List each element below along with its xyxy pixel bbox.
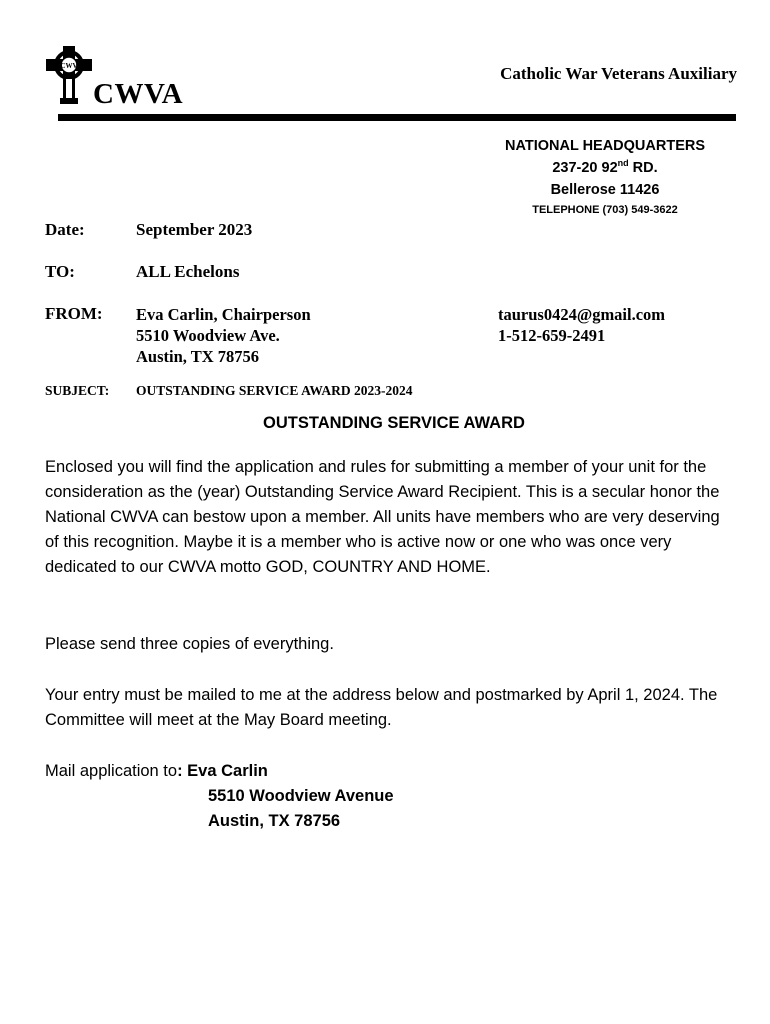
from-street: 5510 Woodview Ave. bbox=[136, 326, 280, 345]
mail-to-line bbox=[45, 759, 268, 784]
from-city: Austin, TX 78756 bbox=[136, 347, 260, 366]
subject-value: OUTSTANDING SERVICE AWARD 2023-2024 bbox=[136, 383, 413, 398]
copies-paragraph: Please send three copies of everything. bbox=[45, 635, 334, 653]
mail-city: Austin, TX 78756 bbox=[208, 812, 341, 830]
hq-street: 237-20 92nd RD. bbox=[552, 158, 658, 176]
date-label: Date: bbox=[45, 220, 85, 239]
date-value: September 2023 bbox=[136, 220, 253, 239]
mail-address bbox=[208, 784, 394, 834]
hq-city: Bellerose 11426 bbox=[550, 182, 660, 198]
mail-street: 5510 Woodview Avenue bbox=[208, 787, 394, 805]
from-label: FROM: bbox=[45, 304, 103, 323]
phone-number: 1-512-659-2491 bbox=[498, 326, 606, 345]
award-heading: OUTSTANDING SERVICE AWARD bbox=[263, 414, 525, 432]
hq-telephone: TELEPHONE (703) 549-3622 bbox=[532, 204, 678, 216]
header-divider bbox=[58, 114, 736, 121]
deadline-paragraph: Your entry must be mailed to me at the address below and postmarked by April 1, 2024. The Committee will meet at the May Board meeting. bbox=[45, 686, 718, 729]
email-address: taurus0424@gmail.com bbox=[498, 305, 666, 324]
celtic-cross-icon bbox=[46, 46, 92, 104]
to-label: TO: bbox=[45, 262, 75, 281]
from-address bbox=[136, 304, 311, 367]
contact-block bbox=[498, 304, 665, 346]
intro-paragraph: Enclosed you will find the application and rules for submitting a member of your unit for the consideration as the (year) Outstanding Service Award Recipient. This is a secular honor the National CWVA can bestow upon a member. All units have members who are very deserving of this recognition. Maybe it is a member who is active now or one who was once very dedicated to our CWVA motto GOD, COUNTRY AND HOME. bbox=[45, 458, 720, 576]
organization-name: Catholic War Veterans Auxiliary bbox=[500, 64, 737, 83]
headquarters-block bbox=[500, 135, 710, 219]
mail-label: Mail application to bbox=[45, 762, 178, 780]
svg-text:CWV: CWV bbox=[60, 62, 78, 70]
brand-name: CWVA bbox=[93, 78, 184, 110]
mail-name: : Eva Carlin bbox=[177, 762, 268, 780]
from-name: Eva Carlin, Chairperson bbox=[136, 305, 311, 324]
subject-label: SUBJECT: bbox=[45, 383, 110, 398]
hq-title: NATIONAL HEADQUARTERS bbox=[504, 138, 706, 154]
to-value: ALL Echelons bbox=[136, 262, 240, 281]
